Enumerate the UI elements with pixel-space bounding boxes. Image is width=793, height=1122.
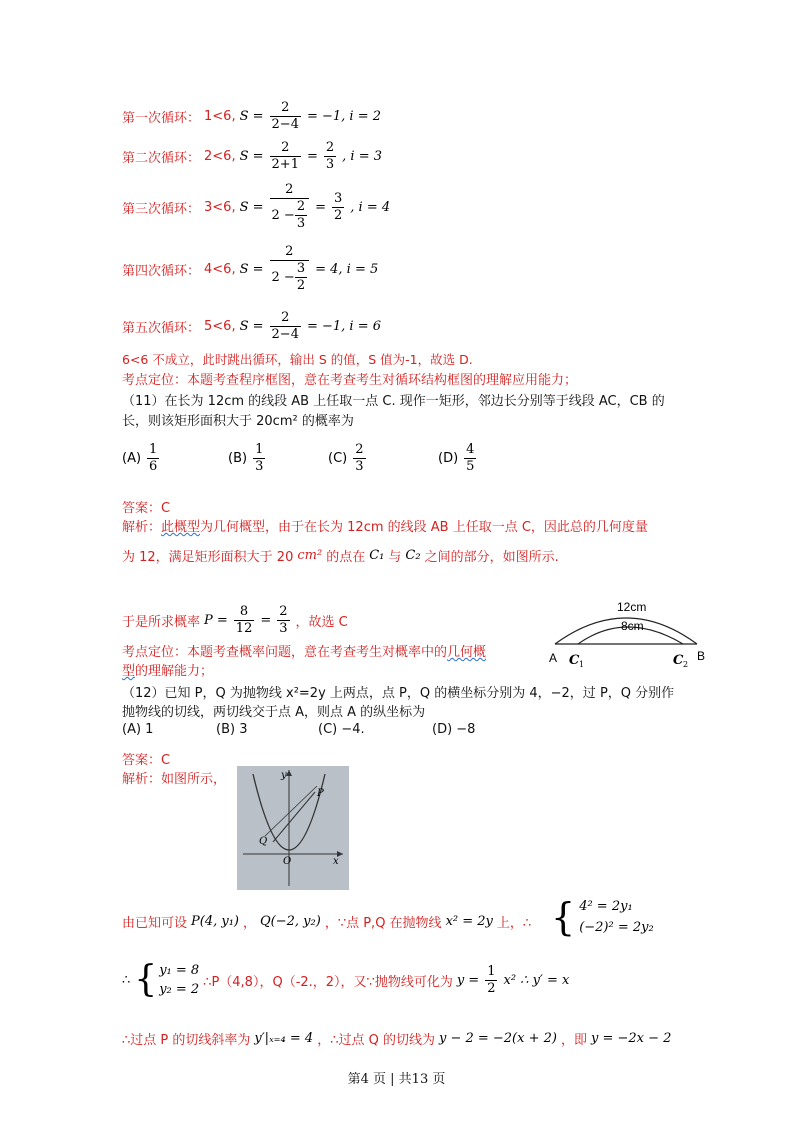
loop-result: , i = 3 [342, 149, 383, 164]
probability-text: ，故选 C [295, 615, 348, 630]
q11-kaodian-line1 [122, 641, 486, 660]
solve-text: ∴P（4,8），Q（-2.，2），又∵抛物线可化为 [203, 974, 453, 990]
axis-x-label: x [333, 856, 339, 867]
analysis-text: 之间的部分，如图所示. [424, 550, 559, 565]
q12-option-d: (D) −8 [432, 722, 476, 737]
brace-icon: { [551, 895, 576, 939]
loop-label: 第三次循环： [122, 201, 201, 217]
q12-setup-line [122, 912, 531, 931]
system-2 [134, 959, 200, 1000]
loop-result: = −1, i = 6 [306, 319, 382, 334]
point-q-expr: Q(−2, y₂) [260, 914, 321, 929]
loop-cond: 2<6, [204, 149, 236, 164]
brace-icon: { [134, 959, 158, 1000]
loop-cond: 1<6, [204, 109, 236, 124]
q12-stem-line2: 抛物线的切线，两切线交于点 A，则点 A 的纵坐标为 [122, 705, 426, 720]
kaodian-text: 考点定位：本题考查概率问题，意在考查考生对概率中的 [122, 645, 448, 660]
analysis-text: 为 12，满足矩形面积大于 20 [122, 550, 294, 565]
q11-option-d [438, 442, 478, 475]
loop-label: 第四次循环： [122, 263, 201, 279]
system-eq: 4² = 2y₁ [579, 899, 633, 914]
q11-analysis-line2 [122, 546, 559, 565]
system-1 [551, 895, 654, 939]
option-fraction: $\frac{4}{5}$ [466, 442, 475, 474]
q12-option-c: (C) −4. [318, 722, 365, 737]
outer-length: 12cm [617, 600, 647, 614]
option-label: (A) [122, 451, 142, 466]
tangent-text: ，即 [560, 1033, 587, 1048]
option-label: (C) [328, 451, 348, 466]
point-p-expr: P(4, y₁) [191, 914, 239, 929]
tangent-text: ，∴过点 Q 的切线为 [317, 1033, 435, 1048]
point-q-label: Q [259, 836, 268, 847]
q11-probability [122, 604, 348, 637]
q11-kaodian-line2 [122, 660, 213, 679]
y-equals: y = [456, 972, 480, 988]
setup-text: 由已知可设 [122, 916, 188, 931]
loop-5 [122, 310, 381, 343]
loop-result: = 4, i = 5 [315, 261, 379, 277]
option-fraction: $\frac{1}{3}$ [255, 442, 264, 474]
q12-option-b: (B) 3 [216, 722, 248, 737]
system-eq: (−2)² = 2y₂ [579, 920, 654, 935]
s-label: S = [239, 109, 264, 124]
q11-option-b [228, 442, 267, 475]
q11-option-c [328, 442, 368, 475]
loop-cond: 5<6, [204, 319, 236, 334]
fraction: $\frac{2}{2-4}$ [271, 100, 299, 132]
parabola-eq: x² = 2y [445, 914, 493, 929]
s-label: S = [239, 199, 264, 215]
therefore-symbol: ∴ [122, 972, 131, 988]
label-c1: C [569, 653, 580, 668]
q12-tangent-line [122, 1029, 671, 1048]
unit: cm² [297, 548, 323, 563]
s-label: S = [239, 149, 264, 164]
origin-label: O [283, 856, 292, 867]
tangent-eq: y − 2 = −2(x + 2) [438, 1031, 557, 1046]
denominator-part: 2 − [271, 269, 295, 285]
option-fraction: $\frac{1}{6}$ [149, 442, 158, 474]
equals: = [315, 199, 327, 215]
compound-fraction: 2 2 − $\frac{2}{3}$ [270, 182, 310, 232]
fraction: $\frac{2}{3}$ [279, 604, 288, 636]
option-label: (D) [438, 451, 459, 466]
compound-fraction: 2 2 − $\frac{3}{2}$ [270, 244, 310, 294]
setup-text: ，∵点 P,Q 在抛物线 [324, 916, 442, 931]
loop-result: = −1, i = 2 [306, 109, 382, 124]
fraction: $\frac{1}{2}$ [487, 963, 496, 996]
q11-option-a [122, 442, 161, 475]
loop-1 [122, 100, 381, 133]
s-label: S = [239, 319, 264, 334]
derivative-expr: x² ∴ y′ = x [503, 972, 570, 988]
loop-cond: 4<6, [204, 261, 236, 277]
fraction: $\frac{2}{3}$ [325, 140, 335, 172]
setup-text: 上，∴ [496, 916, 532, 931]
option-label: (B) [228, 451, 248, 466]
analysis-text: 为几何概型，由于在长为 12cm 的线段 AB 上任取一点 C，因此总的几何度量 [200, 520, 648, 535]
analysis-label: 解析： [122, 520, 162, 535]
analysis-term: 此概型 [161, 520, 201, 535]
point-c2: C₂ [405, 548, 421, 563]
kaodian-text: 的理解能力； [135, 664, 214, 679]
q12-option-a: (A) 1 [122, 722, 154, 737]
fraction: $\frac{8}{12}$ [235, 604, 253, 636]
loop-label: 第一次循环： [122, 111, 201, 126]
system-eq: y₂ = 2 [159, 982, 200, 997]
kaodian-10: 考点定位：本题考查程序框图，意在考查考生对循环结构框图的理解应用能力； [122, 373, 578, 388]
q11-stem-line2: 长，则该矩形面积大于 20cm² 的概率为 [122, 414, 354, 429]
loop-4 [122, 244, 378, 294]
loop-result: , i = 4 [350, 199, 391, 215]
label-c2-sub: 2 [683, 660, 689, 668]
fraction: $\frac{2}{2-4}$ [271, 310, 299, 342]
q11-answer: 答案：C [122, 501, 171, 516]
option-fraction: $\frac{2}{3}$ [355, 442, 364, 474]
q12-answer: 答案：C [122, 753, 171, 768]
page-footer: 第4 页 | 共13 页 [347, 1072, 446, 1087]
q12-solve-line [122, 959, 570, 1000]
loop-2 [122, 140, 382, 173]
q11-stem-line1: （11）在长为 12cm 的线段 AB 上任取一点 C. 现作一矩形，邻边长分别等于线段 AC，CB 的 [122, 394, 665, 409]
q12-analysis: 解析：如图所示， [122, 772, 227, 787]
point-p-label: P [317, 788, 324, 799]
q11-analysis-line1 [122, 516, 648, 535]
loop-cond: 3<6, [204, 199, 236, 215]
fraction: $\frac{2}{2+1}$ [271, 140, 299, 172]
q12-stem-line1: （12）已知 P，Q 为抛物线 x²=2y 上两点，点 P，Q 的横坐标分别为 4，−2，过 P，Q 分别作 [122, 686, 675, 701]
inner-length: 8cm [621, 619, 644, 633]
label-c2: C [673, 653, 684, 668]
axis-y-label: y [281, 770, 287, 781]
kaodian-term: 几何概 [447, 645, 487, 660]
fraction: $\frac{3}{2}$ [334, 190, 343, 223]
loop-label: 第二次循环： [122, 151, 201, 166]
inner-fraction: $\frac{3}{2}$ [296, 261, 306, 293]
label-b: B [697, 649, 706, 663]
label-a: A [549, 651, 558, 665]
inner-fraction: $\frac{2}{3}$ [296, 199, 306, 231]
figure-background [237, 766, 349, 890]
tangent-eq-simplified: y = −2x − 2 [590, 1031, 672, 1046]
segment-diagram [545, 596, 715, 668]
kaodian-term: 型 [122, 664, 136, 679]
system-eq: y₁ = 8 [159, 963, 200, 978]
separator: ， [243, 916, 257, 931]
probability-text: 于是所求概率 [122, 615, 201, 630]
label-c1-sub: 1 [579, 660, 585, 668]
equals: = [306, 149, 318, 164]
loop-label: 第五次循环： [122, 321, 201, 336]
loop-3 [122, 182, 390, 232]
parabola-figure [237, 766, 349, 890]
analysis-text: 的点在 [326, 550, 366, 565]
equals: = [260, 613, 272, 628]
tangent-text: ∴过点 P 的切线斜率为 [122, 1033, 251, 1048]
conjunction: 与 [388, 550, 402, 565]
slope-expr: y′|ₓ₌₄ = 4 [254, 1031, 314, 1046]
denominator-part: 2 − [271, 207, 295, 223]
probability-symbol: P = [204, 613, 228, 628]
s-label: S = [239, 261, 264, 277]
point-c1: C₁ [369, 548, 385, 563]
conclusion-10: 6<6 不成立，此时跳出循环，输出 S 的值，S 值为-1，故选 D. [122, 352, 473, 367]
